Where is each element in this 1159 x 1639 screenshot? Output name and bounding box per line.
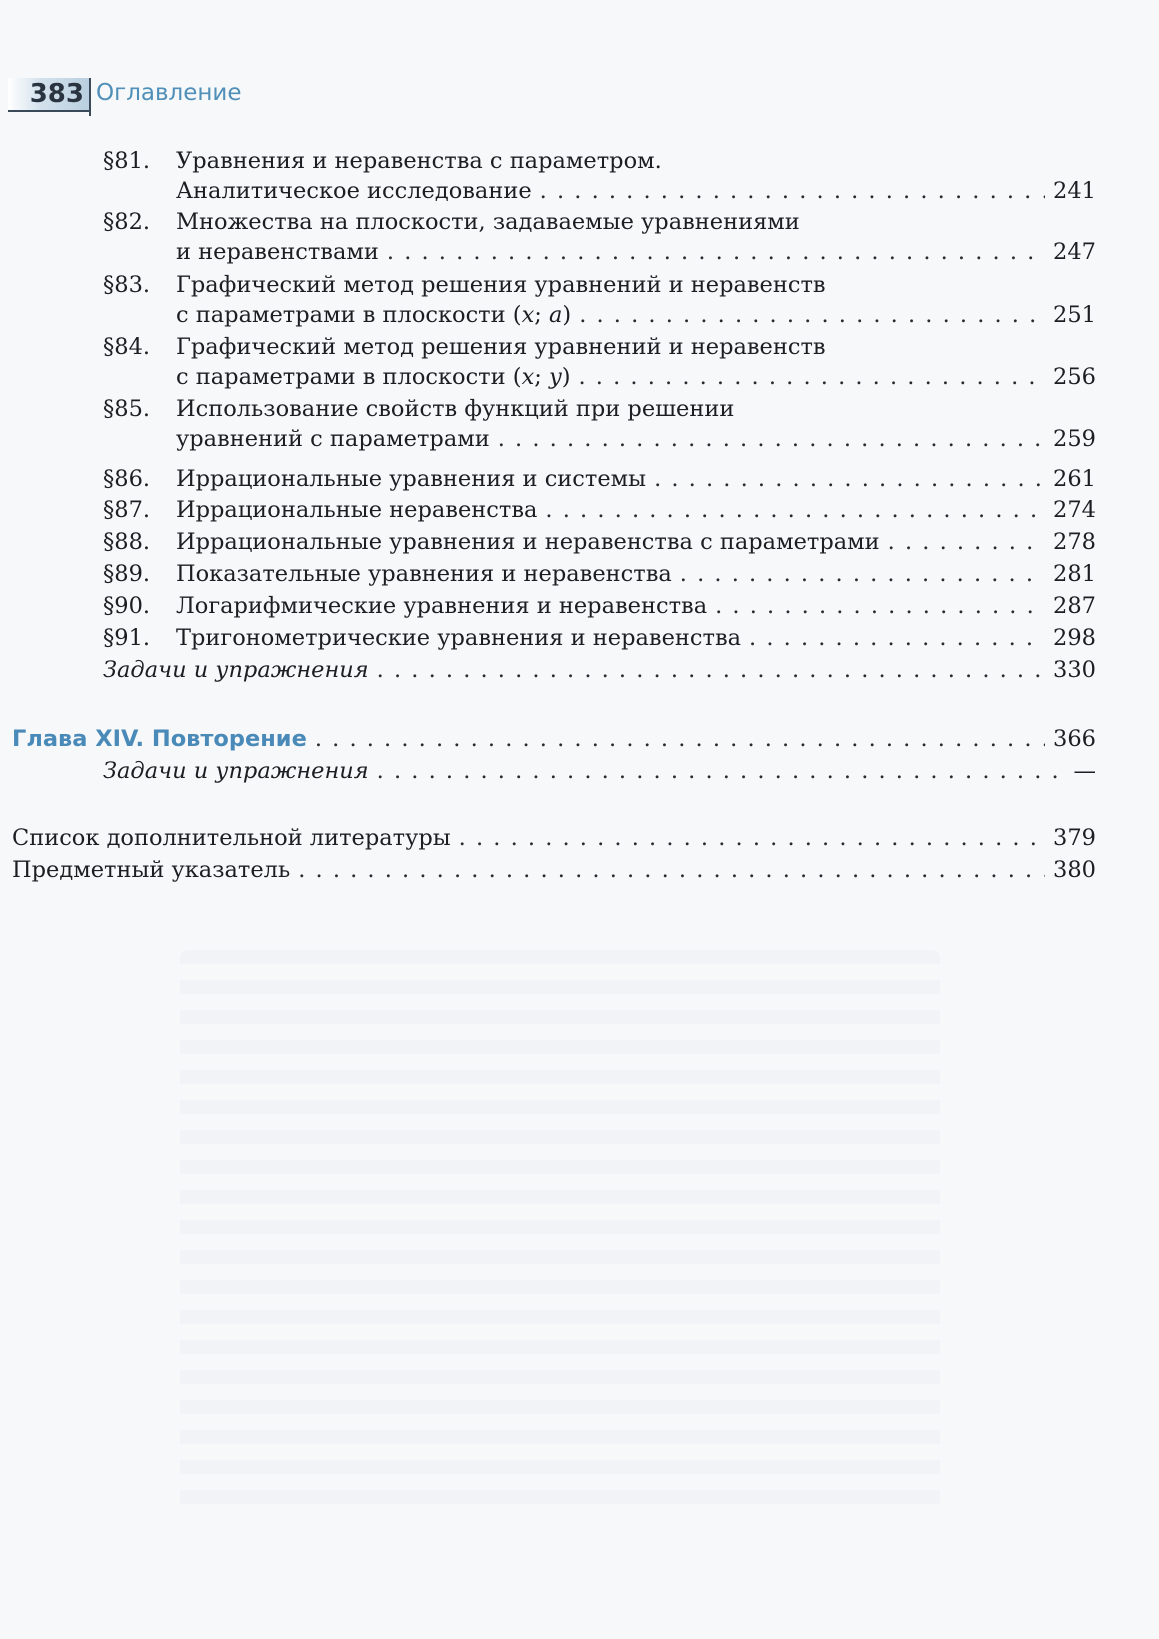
- section-title-line-1: Множества на плоскости, задаваемые уравнениями: [176, 209, 800, 235]
- section-title-line-1: Использование свойств функций при решении: [176, 396, 735, 422]
- dot-leader: [498, 424, 1045, 454]
- page-ref: 259: [1053, 426, 1096, 452]
- toc-entry-90[interactable]: [103, 591, 1096, 621]
- running-header: [0, 70, 400, 114]
- bibliography-title: Список дополнительной литературы: [12, 825, 451, 851]
- section-title-line-2: с параметрами в плоскости (x; a): [176, 302, 572, 328]
- dot-leader: [654, 464, 1045, 494]
- section-title: Иррациональные уравнения и неравенства с параметрами: [176, 529, 880, 555]
- section-title-line-2: Аналитическое исследование: [176, 178, 532, 204]
- page-ref: 247: [1053, 239, 1096, 265]
- dot-leader: [387, 237, 1045, 267]
- toc-entry-exercises[interactable]: [103, 655, 1096, 685]
- page-ref: 256: [1053, 364, 1096, 390]
- section-number: §90.: [103, 593, 151, 619]
- section-number: §85.: [103, 396, 151, 422]
- page-number: 383: [29, 79, 84, 109]
- toc-entry-85[interactable]: [0, 394, 1159, 454]
- show-through-texture: [180, 950, 940, 1510]
- toc-entry-89[interactable]: [103, 559, 1096, 589]
- page-ref: 241: [1053, 178, 1096, 204]
- section-title-line-1: Графический метод решения уравнений и неравенств: [176, 272, 826, 298]
- page-ref: 281: [1053, 561, 1096, 587]
- section-title: Тригонометрические уравнения и неравенства: [176, 625, 742, 651]
- section-title-line-2: и неравенствами: [176, 239, 379, 265]
- dot-leader: [545, 495, 1045, 525]
- section-title-line-1: Графический метод решения уравнений и неравенств: [176, 334, 826, 360]
- page-ref: 366: [1053, 726, 1096, 752]
- section-number: §81.: [103, 148, 151, 174]
- page-ref: 261: [1053, 466, 1096, 492]
- toc-entry-81[interactable]: [0, 146, 1159, 206]
- section-number: §91.: [103, 625, 151, 651]
- header-title: Оглавление: [96, 80, 242, 106]
- dot-leader: [680, 559, 1045, 589]
- page-ref: —: [1073, 758, 1096, 784]
- dot-leader: [888, 527, 1045, 557]
- section-number: §82.: [103, 209, 151, 235]
- chapter-title: Глава XIV. Повторение: [12, 726, 307, 752]
- toc-entry-83[interactable]: [0, 270, 1159, 330]
- section-number: §84.: [103, 334, 151, 360]
- dot-leader: [715, 591, 1045, 621]
- section-title-leader: [176, 362, 1096, 392]
- section-title-leader: [176, 300, 1096, 330]
- section-title-leader: [176, 424, 1096, 454]
- section-title: Показательные уравнения и неравенства: [176, 561, 672, 587]
- page-ref: 278: [1053, 529, 1096, 555]
- toc-entry-88[interactable]: [103, 527, 1096, 557]
- section-title: Иррациональные неравенства: [176, 497, 538, 523]
- section-number: §87.: [103, 497, 151, 523]
- section-title-leader: [176, 237, 1096, 267]
- dot-leader: [579, 300, 1045, 330]
- toc-entry-84[interactable]: [0, 332, 1159, 392]
- page-ref: 380: [1053, 857, 1096, 883]
- section-title: Логарифмические уравнения и неравенства: [176, 593, 708, 619]
- exercises-title: Задачи и упражнения: [103, 657, 369, 683]
- section-number: §86.: [103, 466, 151, 492]
- dot-leader: [315, 724, 1045, 754]
- section-title: Иррациональные уравнения и системы: [176, 466, 647, 492]
- toc-entry-index[interactable]: [12, 855, 1096, 885]
- page-number-box: [8, 78, 90, 112]
- section-number: §88.: [103, 529, 151, 555]
- index-title: Предметный указатель: [12, 857, 291, 883]
- dot-leader: [579, 362, 1046, 392]
- section-title-leader: [176, 176, 1096, 206]
- page-ref: 287: [1053, 593, 1096, 619]
- section-number: §89.: [103, 561, 151, 587]
- page-ref: 251: [1053, 302, 1096, 328]
- section-title-line-1: Уравнения и неравенства с параметром.: [176, 148, 662, 174]
- dot-leader: [377, 756, 1066, 786]
- section-number: §83.: [103, 272, 151, 298]
- page-ref: 274: [1053, 497, 1096, 523]
- toc-entry-86[interactable]: [103, 464, 1096, 494]
- toc-entry-82[interactable]: [0, 207, 1159, 267]
- toc-entry-chapter-14[interactable]: [12, 724, 1096, 754]
- header-divider: [89, 78, 91, 116]
- section-title-line-2: с параметрами в плоскости (x; y): [176, 364, 571, 390]
- dot-leader: [298, 855, 1045, 885]
- page-ref: 379: [1053, 825, 1096, 851]
- dot-leader: [749, 623, 1045, 653]
- toc-entry-91[interactable]: [103, 623, 1096, 653]
- dot-leader: [377, 655, 1045, 685]
- page-ref: 298: [1053, 625, 1096, 651]
- toc-entry-exercises-2[interactable]: [103, 756, 1096, 786]
- dot-leader: [540, 176, 1045, 206]
- dot-leader: [459, 823, 1045, 853]
- exercises-title: Задачи и упражнения: [103, 758, 369, 784]
- toc-entry-87[interactable]: [103, 495, 1096, 525]
- section-title-line-2: уравнений с параметрами: [176, 426, 490, 452]
- toc-entry-bibliography[interactable]: [12, 823, 1096, 853]
- page-ref: 330: [1053, 657, 1096, 683]
